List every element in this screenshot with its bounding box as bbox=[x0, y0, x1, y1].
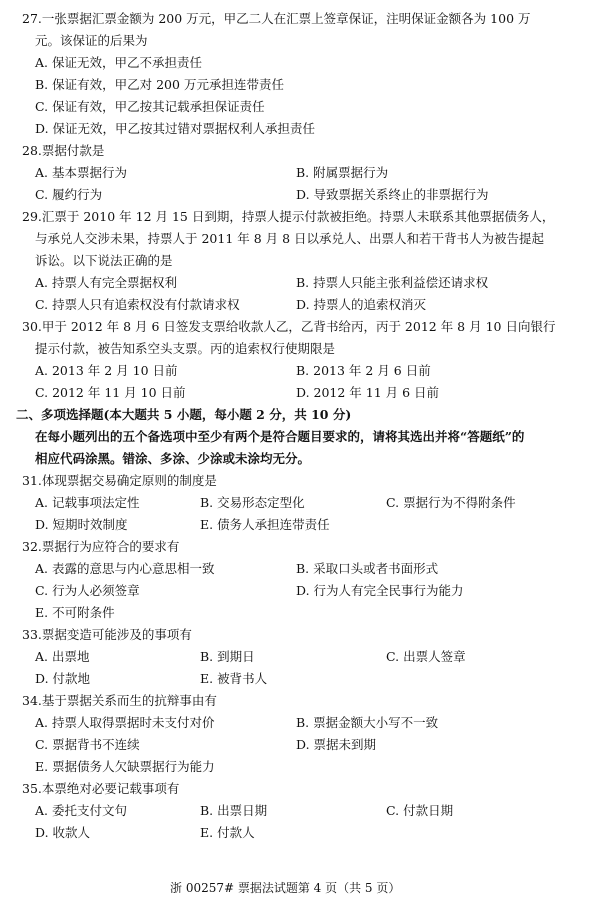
q29-option-b: B. 持票人只能主张利益偿还请求权 bbox=[296, 275, 489, 290]
q31-option-d: D. 短期时效制度 bbox=[35, 517, 128, 532]
q28-option-a: A. 基本票据行为 bbox=[35, 165, 127, 180]
q31-option-c: C. 票据行为不得附条件 bbox=[386, 495, 516, 510]
q28-stem: 28.票据付款是 bbox=[22, 143, 105, 158]
section2-title: 二、多项选择题(本大题共 5 小题，每小题 2 分，共 10 分) bbox=[16, 407, 352, 422]
q29-option-a: A. 持票人有完全票据权利 bbox=[35, 275, 177, 290]
q33-option-d: D. 付款地 bbox=[35, 671, 91, 686]
q27-option-d: D. 保证无效，甲乙按其过错对票据权利人承担责任 bbox=[35, 121, 316, 136]
q30-stem-line1: 30.甲于 2012 年 8 月 6 日签发支票给收款人乙，乙背书给丙，丙于 2012 年 8 月 10 日向银行 bbox=[22, 319, 556, 334]
q35-option-a: A. 委托支付文句 bbox=[35, 803, 127, 818]
q33-stem: 33.票据变造可能涉及的事项有 bbox=[22, 627, 192, 642]
q27-option-b: B. 保证有效，甲乙对 200 万元承担连带责任 bbox=[35, 77, 284, 92]
q33-option-e: E. 被背书人 bbox=[200, 671, 268, 686]
q32-stem: 32.票据行为应符合的要求有 bbox=[22, 539, 180, 554]
q32-option-a: A. 表露的意思与内心意思相一致 bbox=[35, 561, 215, 576]
q29-option-c: C. 持票人只有追索权没有付款请求权 bbox=[35, 297, 240, 312]
q27-stem-line1: 27.一张票据汇票金额为 200 万元，甲乙二人在汇票上签章保证，注明保证金额各为 100 万 bbox=[22, 11, 531, 26]
page-footer: 浙 00257# 票据法试题第 4 页（共 5 页） bbox=[170, 881, 401, 895]
q30-stem-line2: 提示付款，被告知系空头支票。丙的追索权行使期限是 bbox=[35, 341, 336, 356]
q28-option-d: D. 导致票据关系终止的非票据行为 bbox=[296, 187, 489, 202]
q34-option-b: B. 票据金额大小写不一致 bbox=[296, 715, 439, 730]
q35-option-c: C. 付款日期 bbox=[386, 803, 454, 818]
q33-option-b: B. 到期日 bbox=[200, 649, 255, 664]
q34-option-e: E. 票据债务人欠缺票据行为能力 bbox=[35, 759, 215, 774]
q30-option-d: D. 2012 年 11 月 6 日前 bbox=[296, 385, 440, 400]
q31-option-a: A. 记载事项法定性 bbox=[35, 495, 140, 510]
q32-option-c: C. 行为人必须签章 bbox=[35, 583, 140, 598]
q32-option-e: E. 不可附条件 bbox=[35, 605, 115, 620]
q34-option-d: D. 票据未到期 bbox=[296, 737, 377, 752]
q31-option-b: B. 交易形态定型化 bbox=[200, 495, 305, 510]
q34-option-a: A. 持票人取得票据时未支付对价 bbox=[35, 715, 215, 730]
q33-option-c: C. 出票人签章 bbox=[386, 649, 466, 664]
q32-option-b: B. 采取口头或者书面形式 bbox=[296, 561, 439, 576]
q34-option-c: C. 票据背书不连续 bbox=[35, 737, 140, 752]
q27-stem-line2: 元。该保证的后果为 bbox=[35, 33, 148, 48]
q30-option-b: B. 2013 年 2 月 6 日前 bbox=[296, 363, 431, 378]
q31-option-e: E. 债务人承担连带责任 bbox=[200, 517, 330, 532]
q33-option-a: A. 出票地 bbox=[35, 649, 90, 664]
q35-option-d: D. 收款人 bbox=[35, 825, 91, 840]
q27-option-a: A. 保证无效，甲乙不承担责任 bbox=[35, 55, 202, 70]
section2-instruction-line1: 在每小题列出的五个备选项中至少有两个是符合题目要求的，请将其选出并将“答题纸”的 bbox=[35, 429, 525, 444]
q34-stem: 34.基于票据关系而生的抗辩事由有 bbox=[22, 693, 217, 708]
q27-option-c: C. 保证有效，甲乙按其记载承担保证责任 bbox=[35, 99, 265, 114]
q30-option-a: A. 2013 年 2 月 10 日前 bbox=[35, 363, 178, 378]
section2-instruction-line2: 相应代码涂黑。错涂、多涂、少涂或未涂均无分。 bbox=[35, 451, 311, 466]
q35-option-b: B. 出票日期 bbox=[200, 803, 268, 818]
q29-stem-line2: 与承兑人交涉未果，持票人于 2011 年 8 月 8 日以承兑人、出票人和若干背书人为被告提起 bbox=[35, 231, 545, 246]
q35-option-e: E. 付款人 bbox=[200, 825, 255, 840]
q35-stem: 35.本票绝对必要记载事项有 bbox=[22, 781, 180, 796]
q29-option-d: D. 持票人的追索权消灭 bbox=[296, 297, 427, 312]
q32-option-d: D. 行为人有完全民事行为能力 bbox=[296, 583, 464, 598]
q29-stem-line3: 诉讼。以下说法正确的是 bbox=[35, 253, 173, 268]
q30-option-c: C. 2012 年 11 月 10 日前 bbox=[35, 385, 186, 400]
q28-option-b: B. 附属票据行为 bbox=[296, 165, 389, 180]
q28-option-c: C. 履约行为 bbox=[35, 187, 103, 202]
q29-stem-line1: 29.汇票于 2010 年 12 月 15 日到期，持票人提示付款被拒绝。持票人未联系其他票据债务人， bbox=[22, 209, 555, 224]
q31-stem: 31.体现票据交易确定原则的制度是 bbox=[22, 473, 217, 488]
